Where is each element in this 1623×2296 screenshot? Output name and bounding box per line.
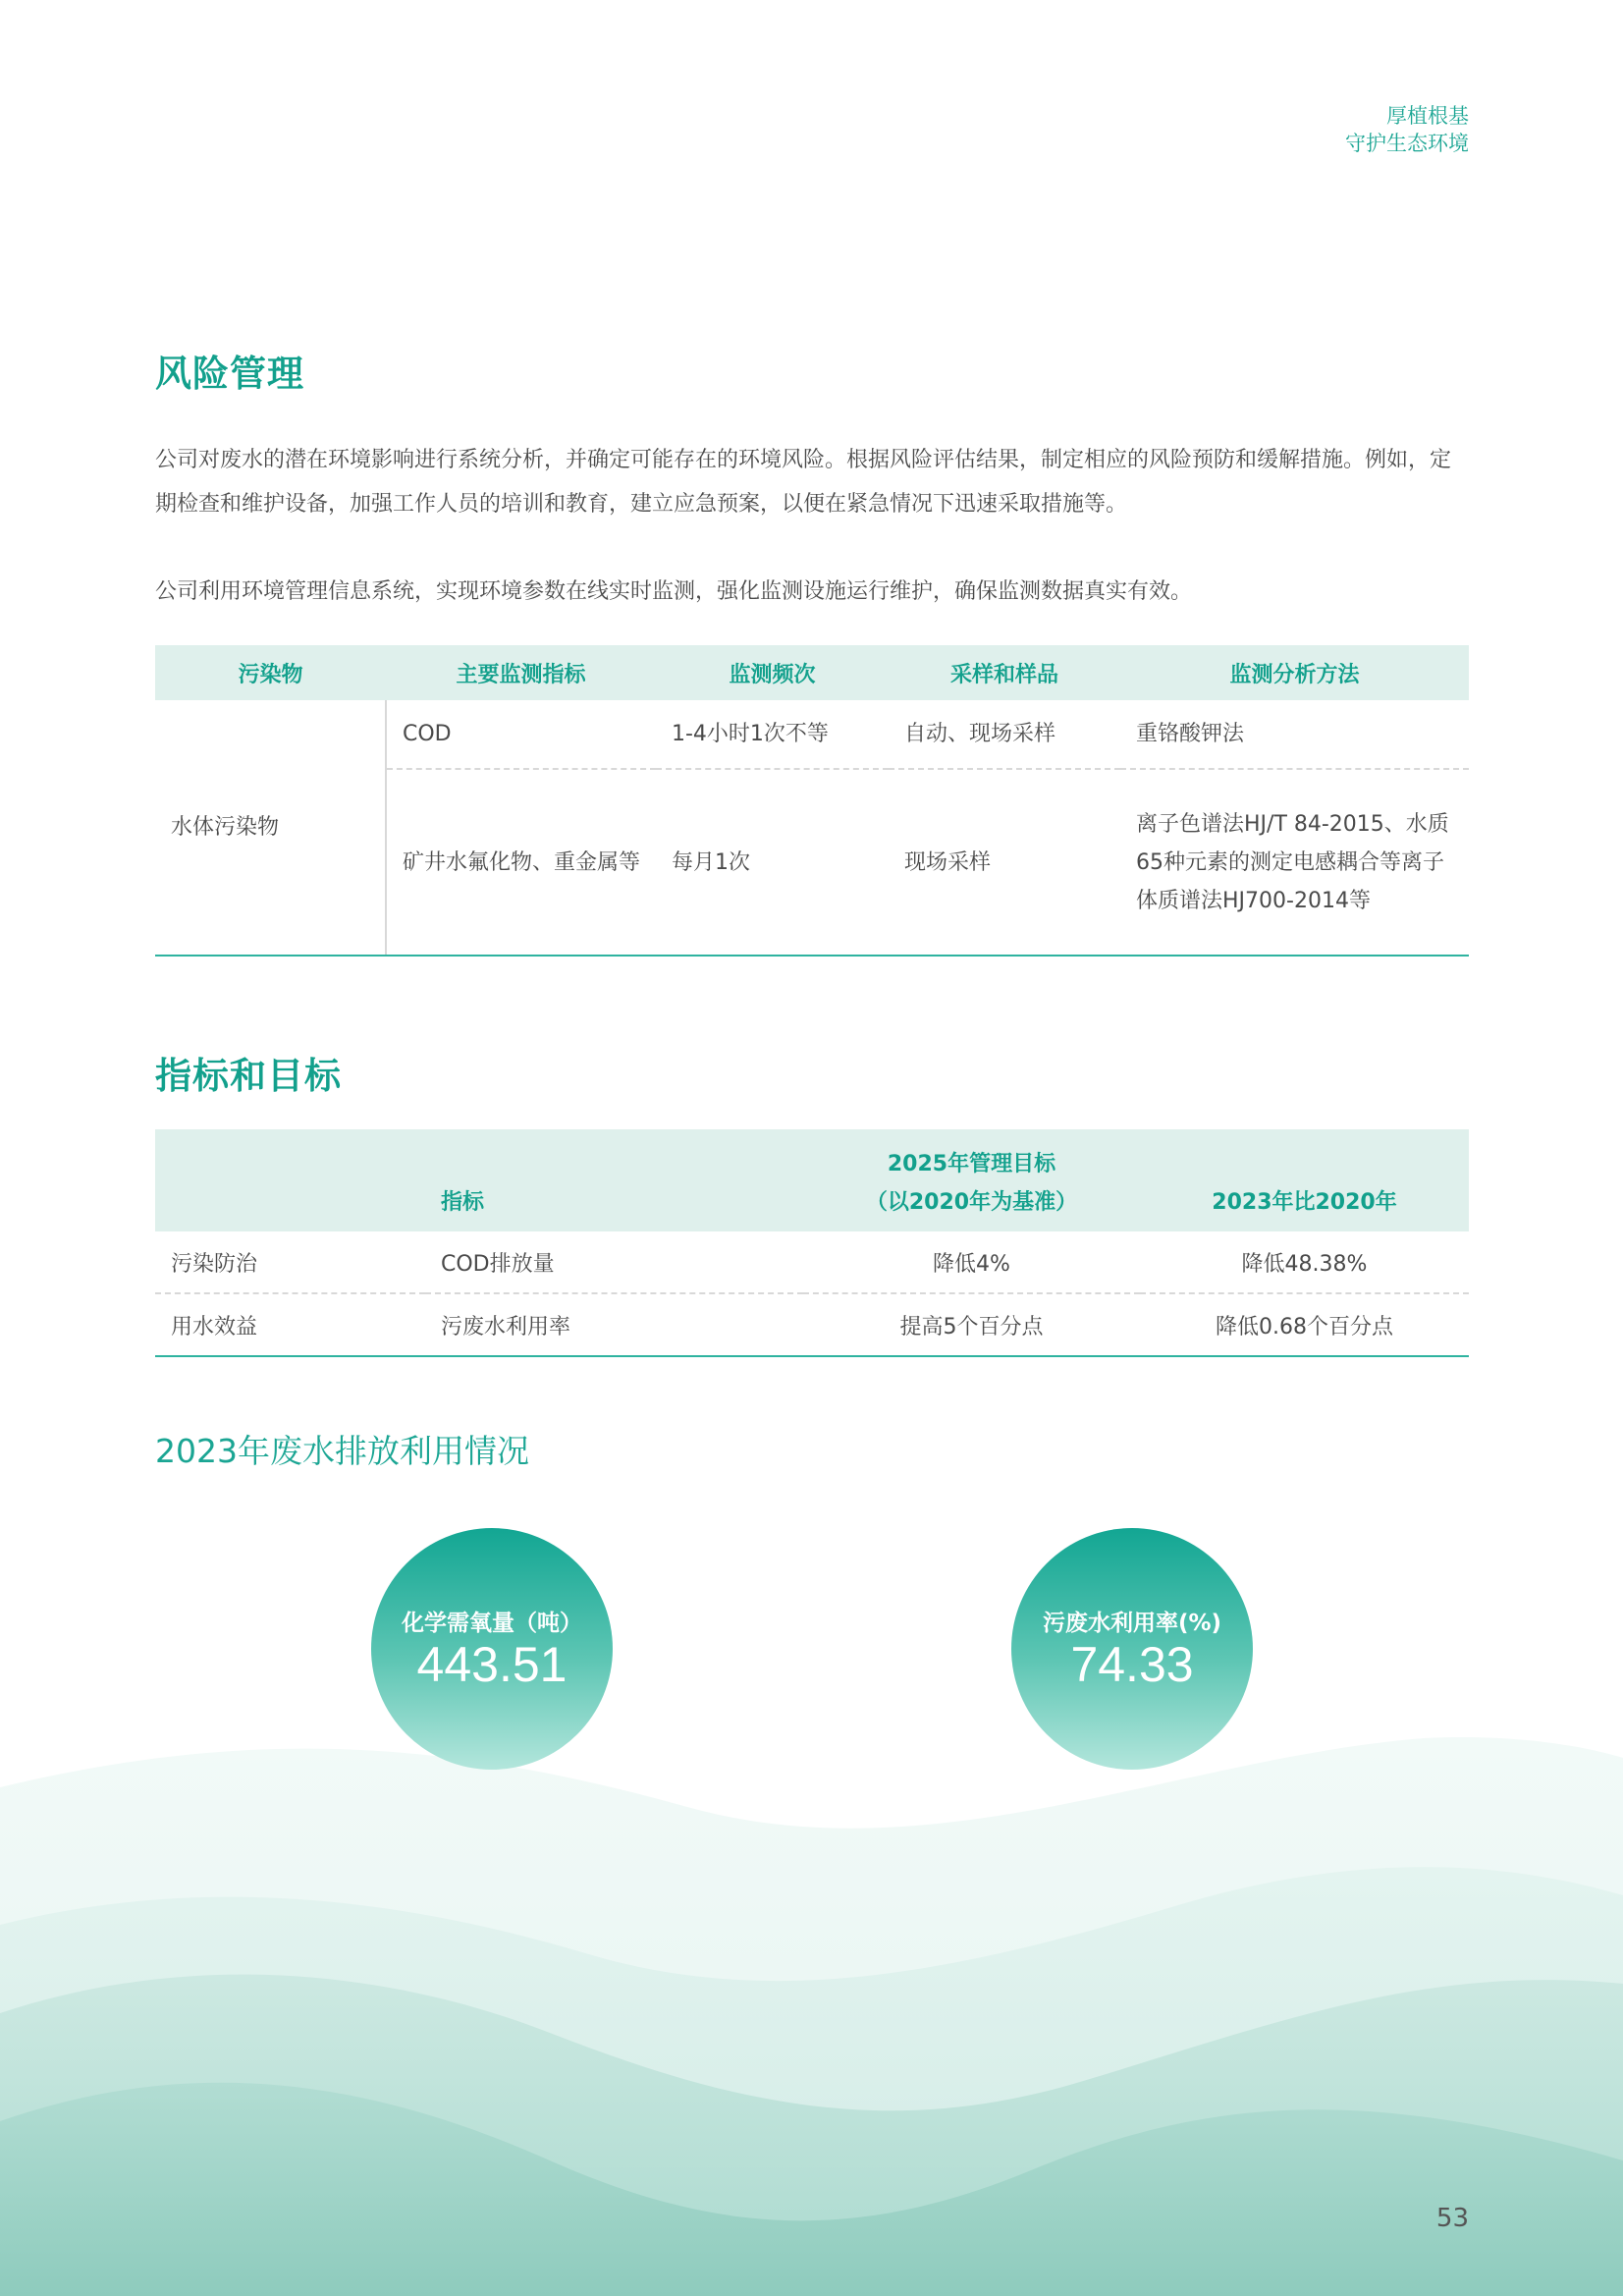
header-cell-indicator: 指标 xyxy=(425,1129,803,1231)
table-cell: 降低48.38% xyxy=(1140,1231,1469,1293)
monitoring-table-header xyxy=(155,645,1469,700)
page-number: 53 xyxy=(1435,2204,1469,2233)
table-cell: COD xyxy=(386,700,656,769)
table-cell: 降低0.68个百分点 xyxy=(1140,1293,1469,1356)
table-cell: 用水效益 xyxy=(155,1293,425,1356)
header-tag xyxy=(1345,102,1469,157)
stat-label: 污废水利用率(%) xyxy=(1042,1611,1222,1636)
targets-table xyxy=(155,1129,1469,1357)
stat-value: 74.33 xyxy=(1070,1637,1194,1692)
table-cell: COD排放量 xyxy=(425,1231,803,1293)
table-cell: 每月1次 xyxy=(656,769,889,956)
header-cell-2023-vs-2020: 2023年比2020年 xyxy=(1140,1129,1469,1231)
table-cell: 矿井水氟化物、重金属等 xyxy=(386,769,656,956)
header-cell-2025-target xyxy=(803,1129,1140,1231)
header-cell-frequency: 监测频次 xyxy=(656,645,889,700)
table-cell: 离子色谱法HJ/T 84-2015、水质65种元素的测定电感耦合等离子体质谱法HJ700-2014等 xyxy=(1120,769,1469,956)
header-line-2: 守护生态环境 xyxy=(1345,132,1469,155)
table-cell: 重铬酸钾法 xyxy=(1120,700,1469,769)
header-cell-indicator: 主要监测指标 xyxy=(386,645,656,700)
table-cell: 现场采样 xyxy=(889,769,1120,956)
header-cell-category xyxy=(155,1129,425,1231)
monitoring-table xyxy=(155,645,1469,957)
table-cell: 污染防治 xyxy=(155,1231,425,1293)
header-cell-pollutant: 污染物 xyxy=(155,645,386,700)
header-2025-line-1: 2025年管理目标 xyxy=(887,1152,1056,1176)
table-cell: 自动、现场采样 xyxy=(889,700,1120,769)
table-cell: 污废水利用率 xyxy=(425,1293,803,1356)
stat-circle-reuse-rate xyxy=(1011,1528,1253,1770)
table-cell: 提高5个百分点 xyxy=(803,1293,1140,1356)
header-cell-method: 监测分析方法 xyxy=(1120,645,1469,700)
stat-label: 化学需氧量（吨） xyxy=(402,1611,582,1636)
header-line-1: 厚植根基 xyxy=(1386,104,1469,128)
table-row xyxy=(155,1293,1469,1356)
targets-title: 指标和目标 xyxy=(155,1055,342,1097)
header-2025-line-2: （以2020年为基准） xyxy=(865,1190,1078,1215)
table-cell: 1-4小时1次不等 xyxy=(656,700,889,769)
wastewater-subtitle: 2023年废水排放利用情况 xyxy=(155,1432,529,1470)
risk-paragraph-2: 公司利用环境管理信息系统，实现环境参数在线实时监测，强化监测设施运行维护，确保监测数据真实有效。 xyxy=(155,579,1193,604)
table-cell: 降低4% xyxy=(803,1231,1140,1293)
header-cell-sampling: 采样和样品 xyxy=(889,645,1120,700)
table-row xyxy=(155,700,1469,769)
stat-circle-cod xyxy=(371,1528,613,1770)
stat-value: 443.51 xyxy=(416,1637,568,1692)
table-row xyxy=(155,1231,1469,1293)
group-label-cell: 水体污染物 xyxy=(155,700,386,956)
decorative-waves xyxy=(0,1728,1623,2296)
risk-management-title: 风险管理 xyxy=(155,353,304,395)
targets-table-header xyxy=(155,1129,1469,1231)
risk-paragraph-1: 公司对废水的潜在环境影响进行系统分析，并确定可能存在的环境风险。根据风险评估结果，制定相应的风险预防和缓解措施。例如，定期检查和维护设备，加强工作人员的培训和教育，建立应急预案，以便在紧急情况下迅速采取措施等。 xyxy=(155,448,1452,517)
